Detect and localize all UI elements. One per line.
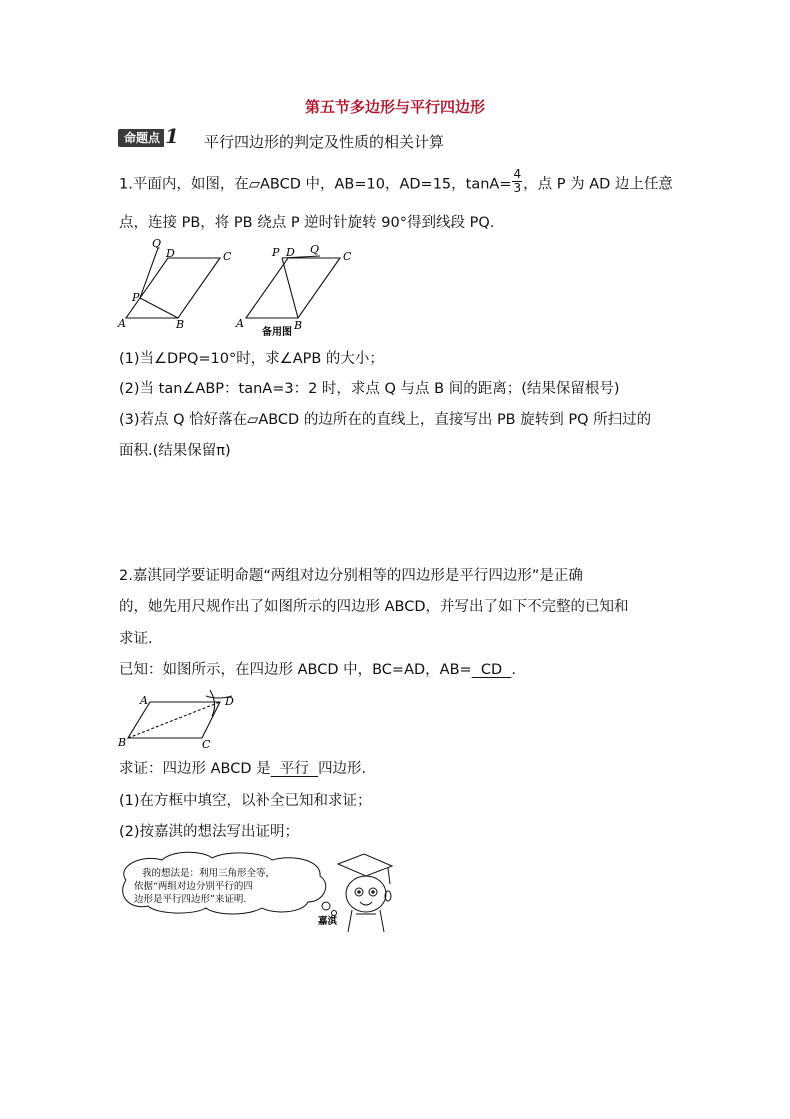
construction-arc-1	[210, 690, 215, 716]
label-c: C	[202, 738, 211, 751]
label-p: P	[132, 291, 140, 304]
q2-known-text: 已知：如图所示，在四边形 ABCD 中，BC=AD，AB=	[119, 662, 472, 678]
q2-line3: 求证.	[119, 631, 153, 647]
character-name: 嘉淇	[318, 916, 338, 927]
diagonal-bd	[128, 702, 220, 738]
q1-part1: (1)当∠DPQ=10°时，求∠APB 的大小；	[119, 351, 384, 367]
q2-known	[119, 661, 516, 679]
label-b: B	[176, 318, 185, 331]
thought-bubble-illustration	[112, 850, 402, 934]
label-d: D	[166, 247, 175, 260]
known-blank: CD	[471, 662, 512, 678]
label-p: P	[272, 246, 280, 259]
q1-figure-main	[112, 236, 242, 332]
label-c: C	[343, 250, 352, 263]
q2-part2: (2)按嘉淇的想法写出证明；	[119, 824, 300, 840]
bubble-dot-1	[322, 902, 330, 910]
bubble-line-3: 边形是平行四边形”来证明.	[134, 894, 247, 905]
label-b: B	[118, 736, 127, 749]
q1-part3-line2: 面积.(结果保留π)	[119, 443, 231, 459]
q1-figure-backup	[226, 236, 356, 338]
label-q: Q	[310, 243, 320, 256]
bubble-line-1: 我的想法是：利用三角形全等，	[142, 868, 276, 879]
q2-known-end: .	[511, 662, 517, 678]
q1-line1	[119, 167, 673, 195]
q2-prove-end: 四边形.	[318, 761, 367, 777]
q1-line1-start: 1.平面内，如图，在▱ABCD 中，AB=10，AD=15，tanA=	[119, 176, 512, 193]
fraction-numerator: 4	[513, 167, 522, 181]
q2-prove	[119, 760, 366, 778]
section-title: 第五节多边形与平行四边形	[304, 98, 485, 116]
parallelogram-abcd-backup	[246, 258, 340, 318]
q1-part3-line1: (3)若点 Q 恰好落在▱ABCD 的边所在的直线上，直接写出 PB 旋转到 PQ 所扫过的	[119, 412, 652, 428]
q1-part2: (2)当 tan∠ABP：tanA=3：2 时，求点 Q 与点 B 间的距离；(结果保留根号)	[119, 381, 620, 397]
fraction-denominator: 3	[513, 181, 522, 195]
bubble-line-2: 依据“两组对边分别平行的四	[134, 881, 253, 892]
label-q: Q	[152, 237, 162, 250]
mortarboard	[338, 854, 392, 876]
segment-pq	[140, 248, 158, 298]
label-d: D	[225, 695, 234, 708]
q1-line2: 点，连接 PB，将 PB 绕点 P 逆时针旋转 90°得到线段 PQ.	[119, 215, 495, 231]
topic-title: 平行四边形的判定及性质的相关计算	[204, 133, 445, 151]
figure-caption: 备用图	[262, 327, 292, 338]
q2-line2: 的，她先用尺规作出了如图所示的四边形 ABCD，并写出了如下不完整的已知和	[119, 599, 629, 615]
q2-line1: 2.嘉淇同学要证明命题“两组对边分别相等的四边形是平行四边形”是正确	[119, 568, 583, 584]
topic-tag	[118, 124, 179, 148]
topic-tag-label: 命题点	[118, 129, 164, 147]
quadrilateral-abcd	[128, 702, 220, 738]
label-d: D	[286, 246, 295, 259]
character-body	[348, 910, 384, 932]
bubble-dot-2	[332, 911, 337, 916]
q2-figure	[114, 686, 250, 752]
q1-line1-end: ，点 P 为 AD 边上任意	[523, 176, 673, 193]
label-a: A	[236, 317, 244, 330]
label-a: A	[140, 694, 148, 707]
tan-fraction	[512, 168, 522, 195]
segment-pb-backup	[282, 258, 298, 318]
cap-tassel	[388, 868, 390, 884]
character-head	[346, 876, 386, 912]
label-a: A	[118, 317, 126, 330]
segment-pb	[140, 298, 178, 318]
q2-part1: (1)在方框中填空，以补全已知和求证；	[119, 793, 372, 809]
parallelogram-abcd	[126, 258, 220, 318]
prove-blank: 平行	[270, 761, 319, 777]
label-c: C	[223, 250, 232, 263]
topic-tag-number: 1	[165, 124, 179, 148]
q2-prove-text: 求证：四边形 ABCD 是	[119, 761, 271, 777]
label-b: B	[294, 319, 303, 332]
